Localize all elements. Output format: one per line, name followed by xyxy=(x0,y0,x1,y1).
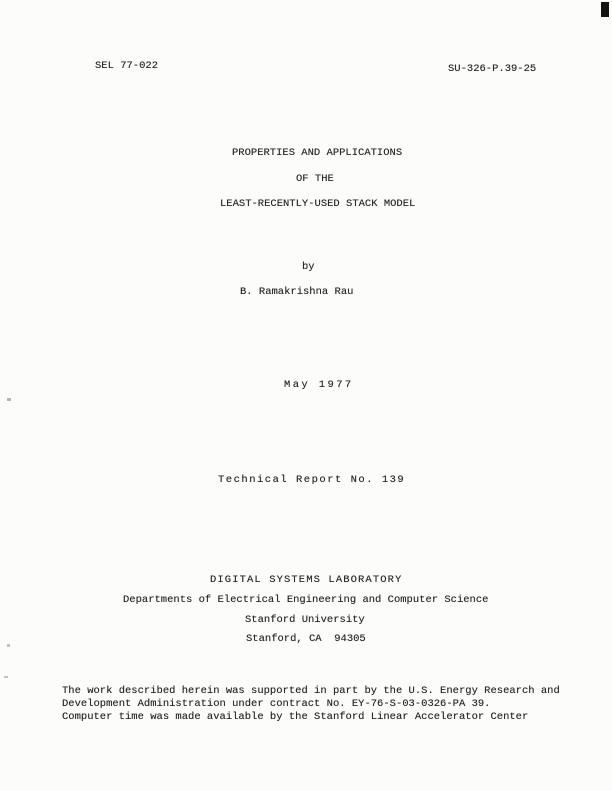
scan-artifact-speck xyxy=(4,676,8,678)
acknowledgement-line-3: Computer time was made available by the Stanford Linear Accelerator Center xyxy=(62,711,529,723)
scan-artifact-corner-mark xyxy=(601,2,609,17)
report-id-right: SU-326-P.39-25 xyxy=(448,63,537,75)
byline-label: by xyxy=(302,261,315,273)
scan-artifact-speck xyxy=(7,398,11,401)
author-name: B. Ramakrishna Rau xyxy=(240,286,354,298)
acknowledgement-line-2: Development Administration under contract No. EY-76-S-03-0326-PA 39. xyxy=(62,698,491,710)
university-address: Stanford, CA 94305 xyxy=(246,633,366,645)
title-line-2: OF THE xyxy=(296,173,334,185)
acknowledgement-line-1: The work described herein was supported in part by the U.S. Energy Research and xyxy=(62,685,560,697)
scan-artifact-speck xyxy=(7,644,10,647)
report-number: Technical Report No. 139 xyxy=(218,474,406,486)
title-line-3: LEAST-RECENTLY-USED STACK MODEL xyxy=(220,198,416,210)
university-name: Stanford University xyxy=(245,614,365,626)
title-line-1: PROPERTIES AND APPLICATIONS xyxy=(232,147,403,159)
departments-line: Departments of Electrical Engineering and Computer Science xyxy=(123,594,489,606)
report-id-left: SEL 77-022 xyxy=(95,60,159,72)
laboratory-name: DIGITAL SYSTEMS LABORATORY xyxy=(210,574,403,586)
publication-date: May 1977 xyxy=(284,379,354,391)
